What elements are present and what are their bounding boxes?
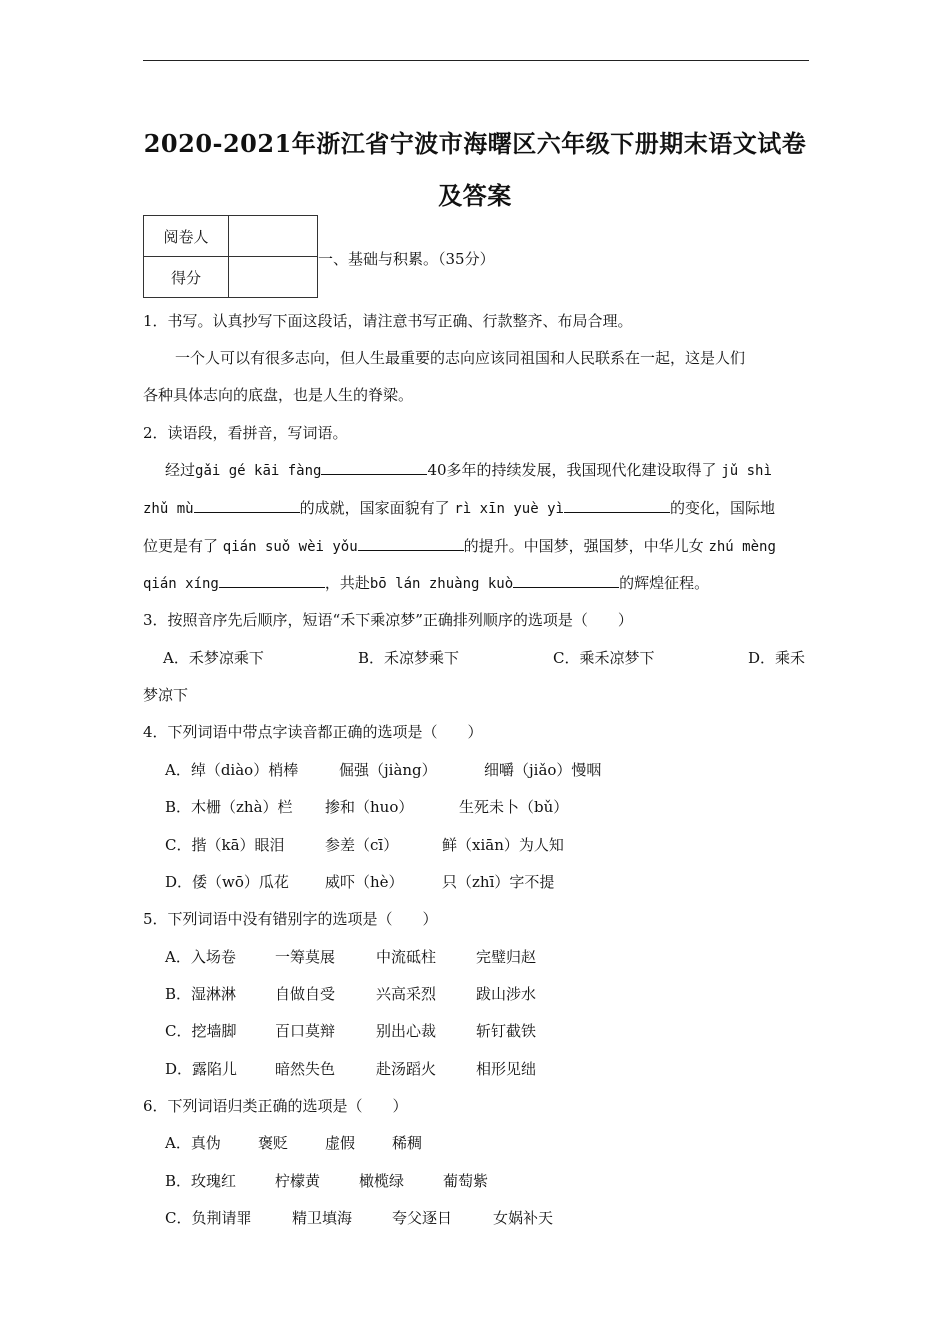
page-title: 2020-2021年浙江省宁波市海曙区六年级下册期末语文试卷 xyxy=(143,129,807,158)
header-rule xyxy=(143,60,809,61)
option-text: 相形见绌 xyxy=(476,1060,537,1078)
question-2-stem: 2．读语段，看拼音，写词语。 xyxy=(143,424,348,442)
question-1-passage-line: 各种具体志向的底盘，也是人生的脊梁。 xyxy=(143,386,414,404)
option-text: 中流砥柱 xyxy=(376,948,437,966)
text-fragment: 的变化，国际地 xyxy=(669,499,775,517)
option-text: 稀稠 xyxy=(392,1134,423,1152)
option-b[interactable]: B．禾凉梦乘下 xyxy=(358,649,460,667)
text-fragment: 的提升。中国梦，强国梦，中华儿女 xyxy=(463,537,704,555)
option-text: 斩钉截铁 xyxy=(476,1022,537,1040)
text-fragment: 位更是有了 xyxy=(143,537,219,555)
option-text: D．露陷儿 xyxy=(165,1060,238,1078)
score-table xyxy=(143,215,318,298)
answer-blank[interactable] xyxy=(219,573,325,588)
page-title-cont: 及答案 xyxy=(438,181,512,210)
option-text: 夸父逐日 xyxy=(392,1209,453,1227)
option-text: C．负荆请罪 xyxy=(165,1209,252,1227)
option-text: B．湿淋淋 xyxy=(165,985,237,1003)
score-cell xyxy=(229,257,318,298)
option-text: 掺和（huo） xyxy=(325,798,414,816)
option-text: 别出心裁 xyxy=(376,1022,437,1040)
option-text: 完璧归赵 xyxy=(476,948,537,966)
option-text: 柠檬黄 xyxy=(275,1172,321,1190)
answer-blank[interactable] xyxy=(358,536,464,551)
text-fragment: 40多年的持续发展，我国现代化建设取得了 xyxy=(427,461,717,479)
text-fragment: ，共赴 xyxy=(324,574,370,592)
pinyin: qián suǒ wèi yǒu xyxy=(222,539,358,555)
option-text: A．入场卷 xyxy=(165,948,236,966)
option-text: 自做自受 xyxy=(275,985,336,1003)
option-text: B．玫瑰红 xyxy=(165,1172,237,1190)
option-text: 一筹莫展 xyxy=(275,948,336,966)
option-text: 鲜（xiān）为人知 xyxy=(442,836,564,854)
text-fragment: 经过 xyxy=(165,461,196,479)
option-text: 百口莫辩 xyxy=(275,1022,336,1040)
pinyin: rì xīn yuè yì xyxy=(454,501,564,517)
option-text: 只（zhī）字不提 xyxy=(442,873,555,891)
option-text: 褒贬 xyxy=(258,1134,289,1152)
option-c[interactable]: C．乘禾凉梦下 xyxy=(553,649,655,667)
option-text: A．绰（diào）梢棒 xyxy=(165,761,299,779)
option-text: 暗然失色 xyxy=(275,1060,336,1078)
option-text: 葡萄紫 xyxy=(443,1172,489,1190)
option-text: 倔强（jiàng） xyxy=(339,761,437,779)
option-text: 兴高采烈 xyxy=(376,985,437,1003)
option-d[interactable]: D．乘禾 xyxy=(748,649,806,667)
option-text: 赴汤蹈火 xyxy=(376,1060,437,1078)
section-heading: 一、基础与积累。（35分） xyxy=(318,250,495,268)
answer-blank[interactable] xyxy=(194,498,300,513)
option-text: 生死未卜（bǔ） xyxy=(459,798,569,816)
question-2-line xyxy=(143,572,709,593)
reviewer-label: 阅卷人 xyxy=(144,216,229,257)
score-label: 得分 xyxy=(144,257,229,298)
pinyin: qián xíng xyxy=(143,576,219,592)
option-text: A．真伪 xyxy=(165,1134,221,1152)
question-5-stem: 5．下列词语中没有错别字的选项是（ ） xyxy=(143,910,438,928)
answer-blank[interactable] xyxy=(513,573,619,588)
pinyin: zhú mèng xyxy=(708,539,776,555)
option-text: C．挖墙脚 xyxy=(165,1022,237,1040)
question-6-stem: 6．下列词语归类正确的选项是（ ） xyxy=(143,1097,408,1115)
option-text: D．倭（wō）瓜花 xyxy=(165,873,289,891)
pinyin: gǎi gé kāi fàng xyxy=(195,463,322,479)
question-4-stem: 4．下列词语中带点字读音都正确的选项是（ ） xyxy=(143,723,483,741)
answer-blank[interactable] xyxy=(321,460,427,475)
option-a[interactable]: A．禾梦凉乘下 xyxy=(163,649,264,667)
answer-blank[interactable] xyxy=(564,498,670,513)
option-text: 橄榄绿 xyxy=(359,1172,405,1190)
text-fragment: 的成就，国家面貌有了 xyxy=(299,499,450,517)
question-2-line xyxy=(165,459,772,480)
question-2-line xyxy=(143,497,775,518)
question-3-stem: 3．按照音序先后顺序，短语“禾下乘凉梦”正确排列顺序的选项是（ ） xyxy=(143,611,633,629)
option-text: 威吓（hè） xyxy=(325,873,404,891)
option-text: 细嚼（jiǎo）慢咽 xyxy=(484,761,602,779)
question-3-option-wrap: 梦凉下 xyxy=(143,686,189,704)
option-text: 虚假 xyxy=(325,1134,356,1152)
pinyin: zhǔ mù xyxy=(143,501,194,517)
option-text: 精卫填海 xyxy=(292,1209,353,1227)
pinyin: bō lán zhuàng kuò xyxy=(369,576,514,592)
reviewer-cell xyxy=(229,216,318,257)
question-1-passage-line: 一个人可以有很多志向，但人生最重要的志向应该同祖国和人民联系在一起，这是人们 xyxy=(175,349,746,367)
option-text: B．木栅（zhà）栏 xyxy=(165,798,293,816)
question-2-line xyxy=(143,535,776,556)
option-text: C．揩（kā）眼泪 xyxy=(165,836,285,854)
question-1-stem: 1．书写。认真抄写下面这段话，请注意书写正确、行款整齐、布局合理。 xyxy=(143,312,633,330)
pinyin: jǔ shì xyxy=(721,463,772,479)
option-text: 女娲补天 xyxy=(493,1209,554,1227)
text-fragment: 的辉煌征程。 xyxy=(619,574,710,592)
option-text: 参差（cī） xyxy=(325,836,399,854)
option-text: 跋山涉水 xyxy=(476,985,537,1003)
